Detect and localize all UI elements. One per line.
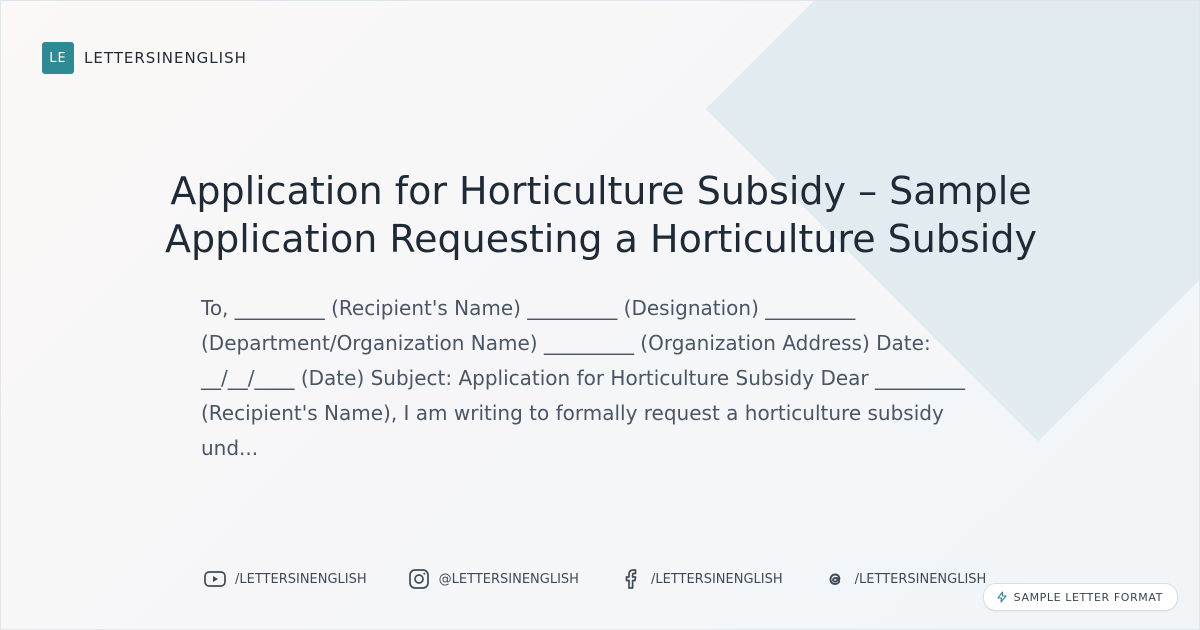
brand[interactable] xyxy=(42,42,247,74)
lightning-icon xyxy=(996,591,1008,603)
brand-name: LETTERSINENGLISH xyxy=(84,49,247,67)
social-links xyxy=(203,567,986,591)
category-tag[interactable] xyxy=(983,583,1178,611)
threads-icon xyxy=(823,567,847,591)
youtube-icon xyxy=(203,567,227,591)
social-label-instagram: @LETTERSINENGLISH xyxy=(438,571,579,587)
social-link-facebook[interactable] xyxy=(619,567,783,591)
social-link-youtube[interactable] xyxy=(203,567,367,591)
page-title: Application for Horticulture Subsidy – Sample Application Requesting a Horticulture Subsidy xyxy=(165,169,1037,261)
category-tag-label: SAMPLE LETTER FORMAT xyxy=(1013,590,1163,604)
instagram-icon xyxy=(407,567,431,591)
social-label-youtube: /LETTERSINENGLISH xyxy=(235,571,367,587)
facebook-icon xyxy=(619,567,643,591)
social-link-threads[interactable] xyxy=(823,567,987,591)
social-link-instagram[interactable] xyxy=(407,567,579,591)
brand-logo: LE xyxy=(42,42,74,74)
social-label-threads: /LETTERSINENGLISH xyxy=(854,571,987,587)
social-label-facebook: /LETTERSINENGLISH xyxy=(650,571,783,587)
letter-excerpt: To, _________ (Recipient's Name) _________ (Designation) _________ (Department/Organization Name) _________ (Organization Address) Date: __/__/____ (Date) Subject: Application for Horticulture Subsidy Dear _________ (Recipient's Name), I am writing to formally request a horticulture subsidy und... xyxy=(201,296,965,460)
